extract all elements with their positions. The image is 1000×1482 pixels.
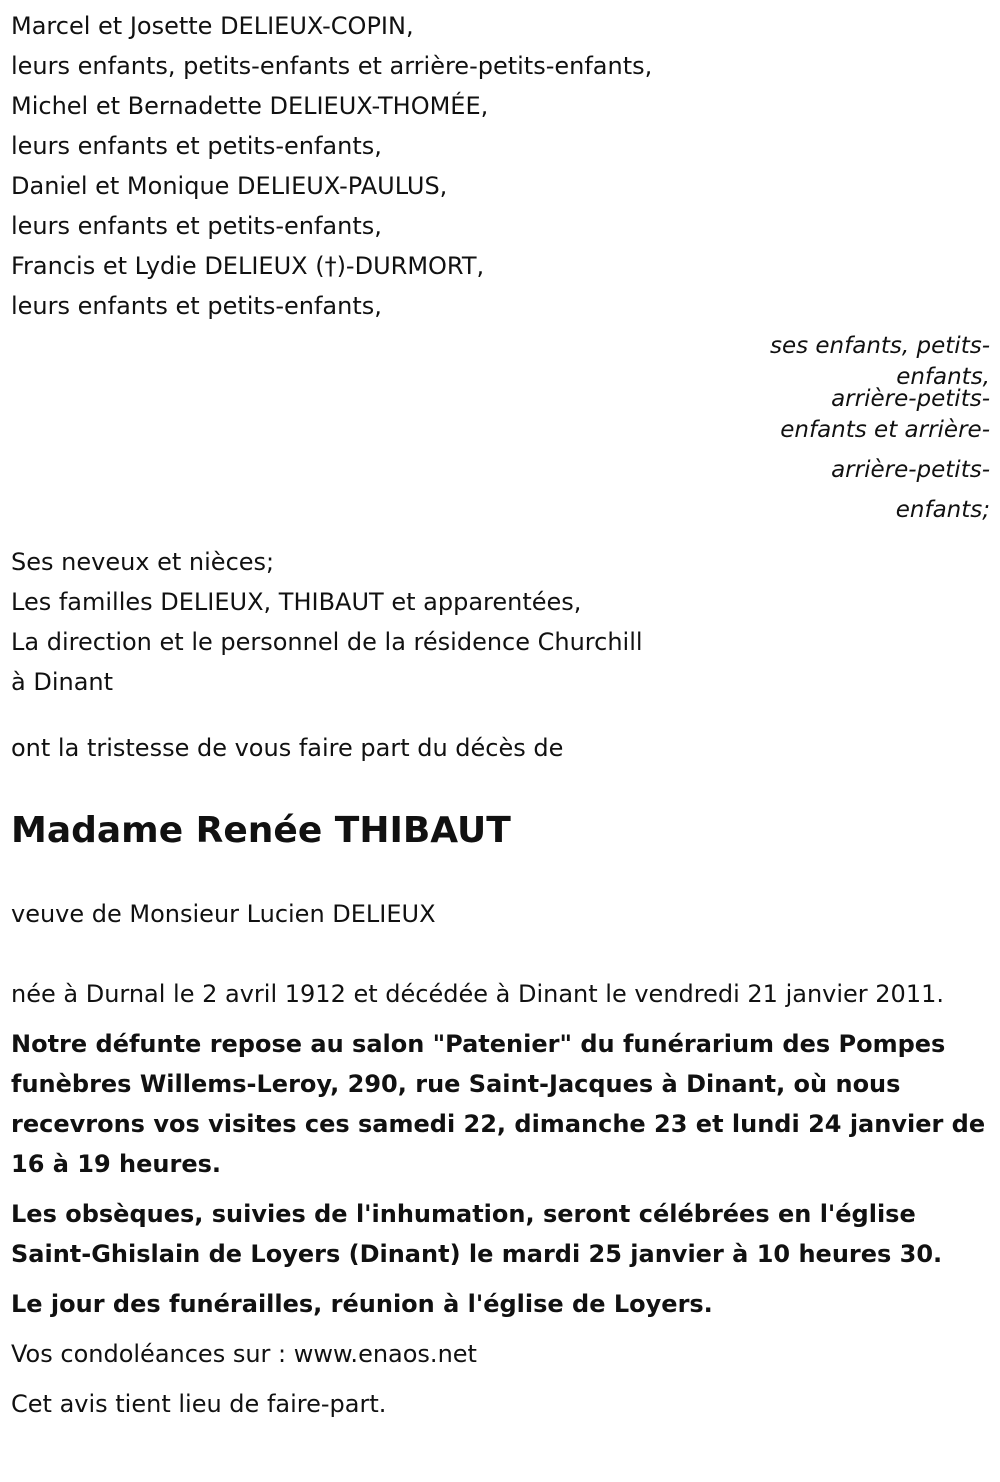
family-list: [11, 0, 990, 326]
relatives-list: [11, 542, 990, 702]
family-line: Daniel et Monique DELIEUX-PAULUS,: [11, 172, 448, 200]
visitation-text: Notre défunte repose au salon "Patenier" du funérarium des Pompes funèbres Willems-Leroy, 290, rue Saint-Jacques à Dinant, où nous recevrons vos visites ces samedi 22, dimanche 23 et lundi 24 janvier de 16 à 19 heures.: [11, 1030, 986, 1178]
relatives-line: Les familles DELIEUX, THIBAUT et apparentées,: [11, 588, 582, 616]
relatives-line: à Dinant: [11, 668, 114, 696]
widow-of-text: veuve de Monsieur Lucien DELIEUX: [11, 900, 436, 928]
announcement-text: ont la tristesse de vous faire part du décès de: [11, 734, 564, 762]
summary-line: arrière-petits-: [831, 457, 990, 483]
summary-line: arrière-petits-: [831, 386, 990, 412]
family-line: leurs enfants, petits-enfants et arrière-petits-enfants,: [11, 52, 653, 80]
family-line: leurs enfants et petits-enfants,: [11, 132, 382, 160]
summary-line: enfants et arrière-: [780, 417, 990, 443]
family-line: leurs enfants et petits-enfants,: [11, 292, 382, 320]
birth-death-text: née à Durnal le 2 avril 1912 et décédée à Dinant le vendredi 21 janvier 2011.: [11, 980, 944, 1008]
summary-line: ses enfants, petits-: [769, 333, 990, 359]
deceased-name: Madame Renée THIBAUT: [11, 810, 511, 851]
relatives-line: Ses neveux et nièces;: [11, 548, 275, 576]
family-line: Michel et Bernadette DELIEUX-THOMÉE,: [11, 92, 489, 120]
family-line: Francis et Lydie DELIEUX (†)-DURMORT,: [11, 252, 485, 280]
notice-text: Cet avis tient lieu de faire-part.: [11, 1390, 387, 1418]
summary-line: enfants,: [896, 364, 990, 390]
family-line: Marcel et Josette DELIEUX-COPIN,: [11, 12, 414, 40]
condolences-text: Vos condoléances sur : www.enaos.net: [11, 1340, 477, 1368]
descendants-summary: [750, 326, 990, 530]
summary-line: enfants;: [895, 497, 990, 523]
family-line: leurs enfants et petits-enfants,: [11, 212, 382, 240]
funeral-text: Les obsèques, suivies de l'inhumation, seront célébrées en l'église Saint-Ghislain de Loyers (Dinant) le mardi 25 janvier à 10 heures 30.: [11, 1200, 943, 1268]
meeting-text: Le jour des funérailles, réunion à l'église de Loyers.: [11, 1290, 713, 1318]
relatives-line: La direction et le personnel de la résidence Churchill: [11, 628, 643, 656]
